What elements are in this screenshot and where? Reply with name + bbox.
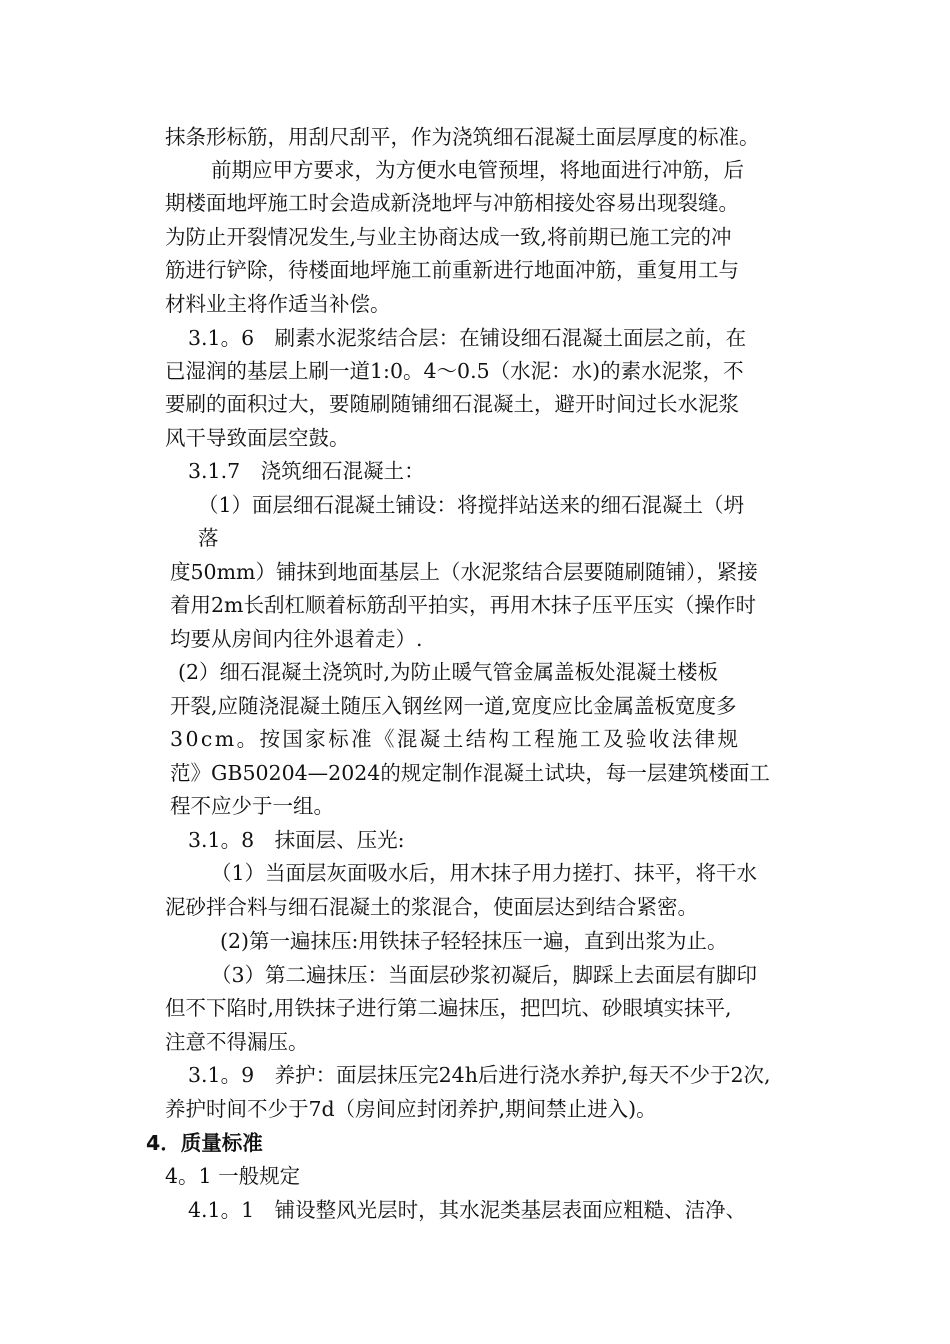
text-line: 为防止开裂情况发生,与业主协商达成一致,将前期已施工完的冲: [165, 225, 732, 249]
text-line: 抹条形标筋，用刮尺刮平，作为浇筑细石混凝土面层厚度的标准。: [165, 125, 760, 149]
text-line: （1）当面层灰面吸水后，用木抹子用力搓打、抹平，将干水: [211, 861, 758, 885]
text-line: （1）面层细石混凝土铺设：将搅拌站送来的细石混凝土（坍: [198, 493, 745, 517]
text-line: 度50mm）铺抹到地面基层上（水泥浆结合层要随刷随铺），紧接: [170, 560, 758, 584]
text-line: 3.1。9 养护：面层抹压完24h后进行浇水养护,每天不少于2次,: [188, 1063, 771, 1087]
text-line: 养护时间不少于7d（房间应封闭养护,期间禁止进入)。: [165, 1097, 657, 1121]
text-line: 落: [198, 526, 219, 550]
text-line: 泥砂拌合料与细石混凝土的浆混合，使面层达到结合紧密。: [165, 895, 698, 919]
text-line: 期楼面地坪施工时会造成新浇地坪与冲筋相接处容易出现裂缝。: [165, 191, 739, 215]
text-line: 4.1。1 铺设整风光层时，其水泥类基层表面应粗糙、洁净、: [188, 1198, 747, 1222]
text-line: 3.1。6 刷素水泥浆结合层：在铺设细石混凝土面层之前，在: [188, 326, 747, 350]
text-line: 开裂,应随浇混凝土随压入钢丝网一道,宽度应比金属盖板宽度多: [170, 694, 737, 718]
text-line: （3）第二遍抹压：当面层砂浆初凝后，脚踩上去面层有脚印: [211, 963, 758, 987]
text-line: 范》GB50204—2024的规定制作混凝土试块，每一层建筑楼面工: [170, 761, 770, 785]
text-line: (2)第一遍抹压:用铁抹子轻轻抹压一遍，直到出浆为止。: [220, 929, 728, 953]
text-line: 前期应甲方要求，为方便水电管预埋，将地面进行冲筋，后: [211, 158, 744, 182]
text-line: 要刷的面积过大，要随刷随铺细石混凝土，避开时间过长水泥浆: [165, 392, 739, 416]
text-line: (2）细石混凝土浇筑时,为防止暖气管金属盖板处混凝土楼板: [178, 660, 719, 684]
text-line: 3.1。8 抹面层、压光:: [188, 828, 405, 852]
text-line: 但不下陷时,用铁抹子进行第二遍抹压，把凹坑、砂眼填实抹平,: [165, 996, 732, 1020]
text-line: 筋进行铲除，待楼面地坪施工前重新进行地面冲筋，重复用工与: [165, 258, 739, 282]
text-line: 程不应少于一组。: [170, 794, 334, 818]
subsection-heading: 4。1 一般规定: [165, 1164, 301, 1188]
text-line: 3.1.7 浇筑细石混凝土：: [188, 459, 425, 483]
text-line: 着用2m长刮杠顺着标筋刮平拍实，再用木抹子压平压实（操作时: [170, 593, 756, 617]
text-line: 均要从房间内往外退着走）.: [170, 627, 423, 651]
text-line: 注意不得漏压。: [165, 1030, 309, 1054]
text-line: 30cm。按国家标准《混凝土结构工程施工及验收法律规: [170, 727, 741, 751]
section-heading: 4．质量标准: [146, 1131, 263, 1155]
text-line: 已湿润的基层上刷一道1:0。4～0.5（水泥：水)的素水泥浆，不: [165, 359, 744, 383]
text-line: 材料业主将作适当补偿。: [165, 292, 391, 316]
text-line: 风干导致面层空鼓。: [165, 426, 350, 450]
